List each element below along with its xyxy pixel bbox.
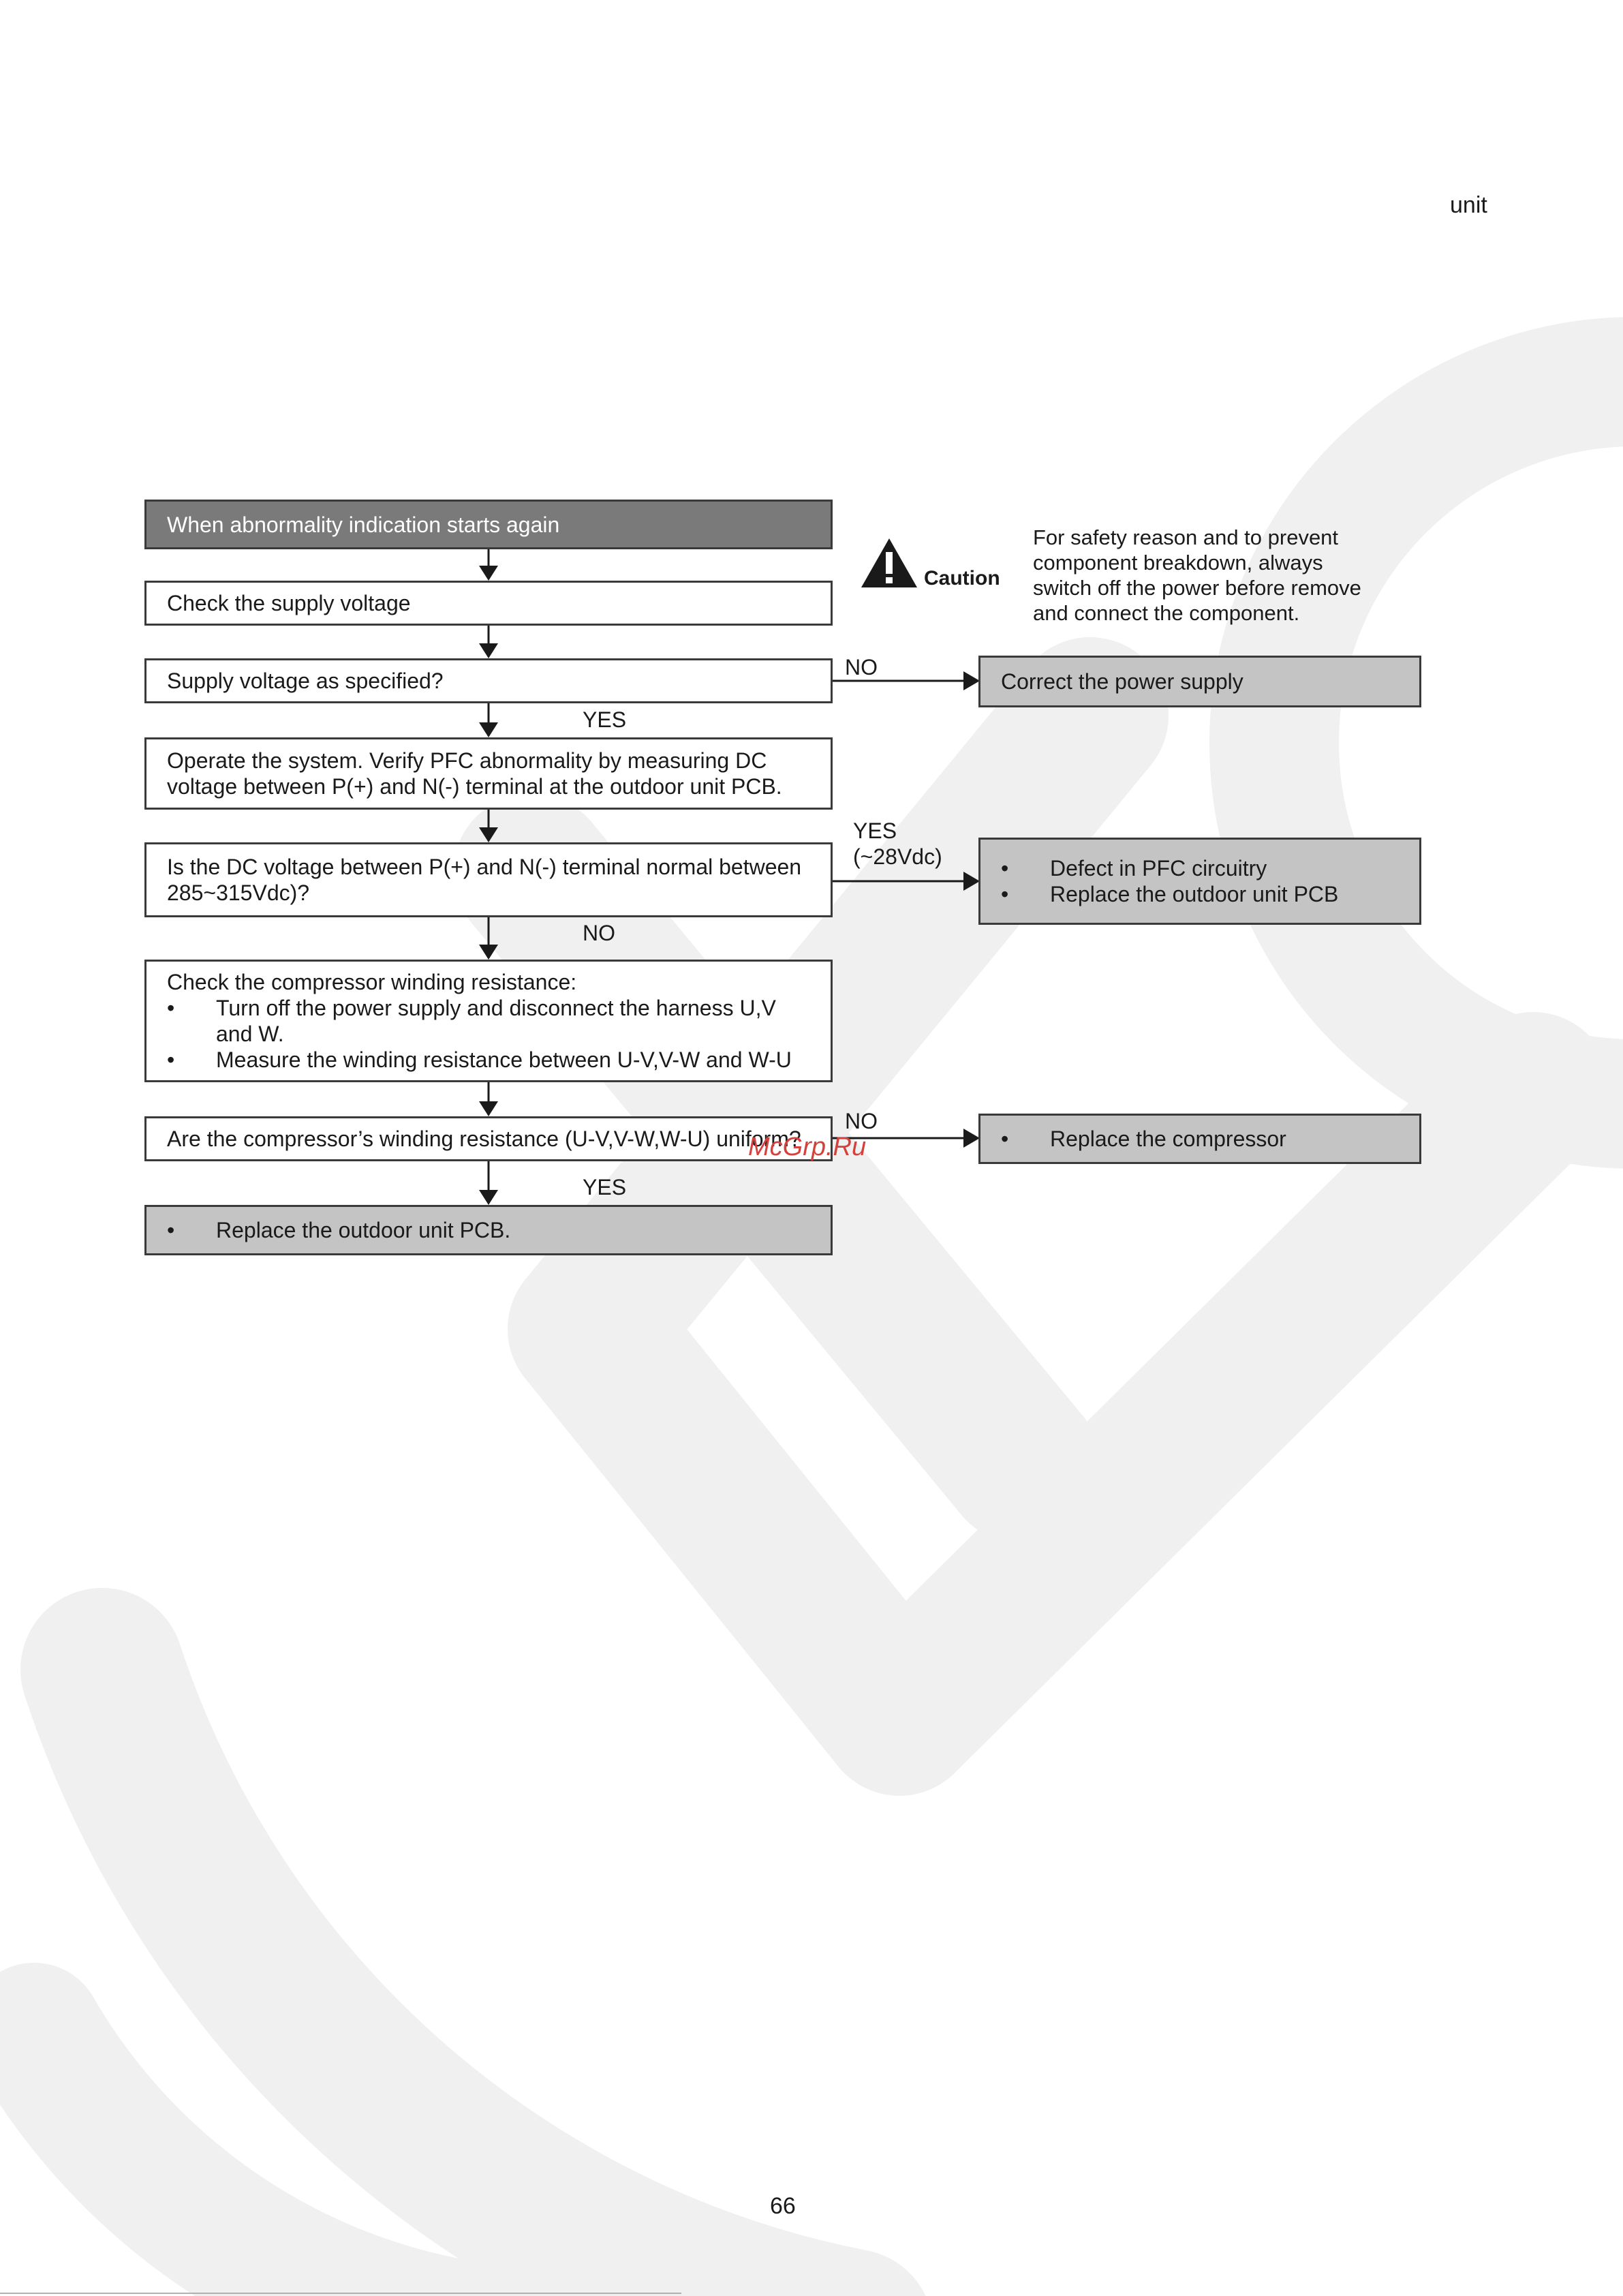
replace-pcb-item [167, 1217, 810, 1243]
bottom-rule [0, 2293, 681, 2294]
correct-power-text: Correct the power supply [1001, 669, 1243, 694]
supply-specified-text: Supply voltage as specified? [167, 669, 444, 693]
operate-text-line: voltage between P(+) and N(-) terminal at the outdoor unit PCB. [167, 774, 782, 799]
winding-check-item-line: Turn off the power supply and disconnect the harness U,V [216, 996, 776, 1020]
bullet: • [1001, 882, 1009, 906]
arrowhead [963, 1129, 980, 1148]
caution-text-line: switch off the power before remove [1033, 576, 1361, 600]
bullet: • [167, 1047, 175, 1072]
arrowhead [479, 1190, 498, 1205]
pfc-result-item [1001, 881, 1399, 907]
pfc-result-item [1001, 855, 1399, 881]
bullet: • [167, 1218, 175, 1242]
warning-triangle-icon [860, 537, 918, 589]
label-no-dc: NO [583, 921, 615, 945]
winding-check-item-line: and W. [216, 1022, 284, 1046]
caution-block [860, 525, 1391, 634]
replace-compressor-item [1001, 1126, 1399, 1152]
pfc-result-item-text: Defect in PFC circuitry [1050, 856, 1267, 881]
supply-specified-box [144, 658, 833, 703]
header-unit-label: unit [1450, 192, 1487, 218]
start-box [144, 500, 833, 549]
pfc-result-box [978, 838, 1421, 925]
dc-voltage-text-line: 285~315Vdc)? [167, 881, 310, 905]
operate-text-line: Operate the system. Verify PFC abnormality by measuring DC [167, 748, 767, 773]
bullet: • [1001, 1127, 1009, 1151]
replace-compressor-box [978, 1114, 1421, 1164]
caution-text-line: For safety reason and to prevent [1033, 525, 1339, 549]
caution-text-line: and connect the component. [1033, 601, 1300, 625]
arrowhead [479, 643, 498, 658]
winding-check-item [167, 995, 810, 1047]
winding-uniform-box [144, 1116, 833, 1161]
winding-check-box [144, 960, 833, 1082]
pfc-result-item-text: Replace the outdoor unit PCB [1050, 882, 1339, 906]
start-box-text: When abnormality indication starts again [167, 512, 560, 537]
replace-pcb-text: Replace the outdoor unit PCB. [216, 1218, 511, 1242]
label-yes-supply: YES [583, 707, 627, 732]
winding-uniform-text: Are the compressor’s winding resistance (U-V,V-W,W-U) uniform? [167, 1127, 801, 1151]
label-yes-dc: YES [853, 818, 897, 843]
arrowhead [479, 945, 498, 960]
bullet: • [1001, 856, 1009, 881]
replace-pcb-box [144, 1205, 833, 1255]
winding-check-title: Check the compressor winding resistance: [167, 970, 577, 994]
check-supply-box [144, 581, 833, 626]
check-supply-text: Check the supply voltage [167, 591, 411, 615]
dc-voltage-text-line: Is the DC voltage between P(+) and N(-) terminal normal between [167, 855, 802, 879]
caution-text-line: component breakdown, always [1033, 551, 1323, 575]
site-watermark-text: McGrp.Ru [748, 1133, 867, 1161]
label-yes-uniform: YES [583, 1175, 627, 1199]
arrowhead [479, 1101, 498, 1116]
label-yes-dc-voltage: (~28Vdc) [853, 844, 942, 869]
arrowhead [479, 722, 498, 737]
operate-system-box [144, 737, 833, 810]
arrowhead [479, 566, 498, 581]
correct-power-box [978, 656, 1421, 707]
replace-compressor-text: Replace the compressor [1050, 1127, 1286, 1151]
arrowhead [963, 872, 980, 891]
dc-voltage-check-box [144, 842, 833, 917]
winding-check-item [167, 1047, 810, 1073]
arrowhead [963, 671, 980, 690]
arrowhead [479, 827, 498, 842]
caution-label: Caution [924, 567, 1000, 590]
winding-check-item-text: Measure the winding resistance between U-V,V-W and W-U [216, 1047, 792, 1072]
page-number: 66 [770, 2193, 796, 2219]
bullet: • [167, 996, 175, 1020]
label-no-uniform: NO [845, 1109, 878, 1133]
label-no-supply: NO [845, 655, 878, 679]
